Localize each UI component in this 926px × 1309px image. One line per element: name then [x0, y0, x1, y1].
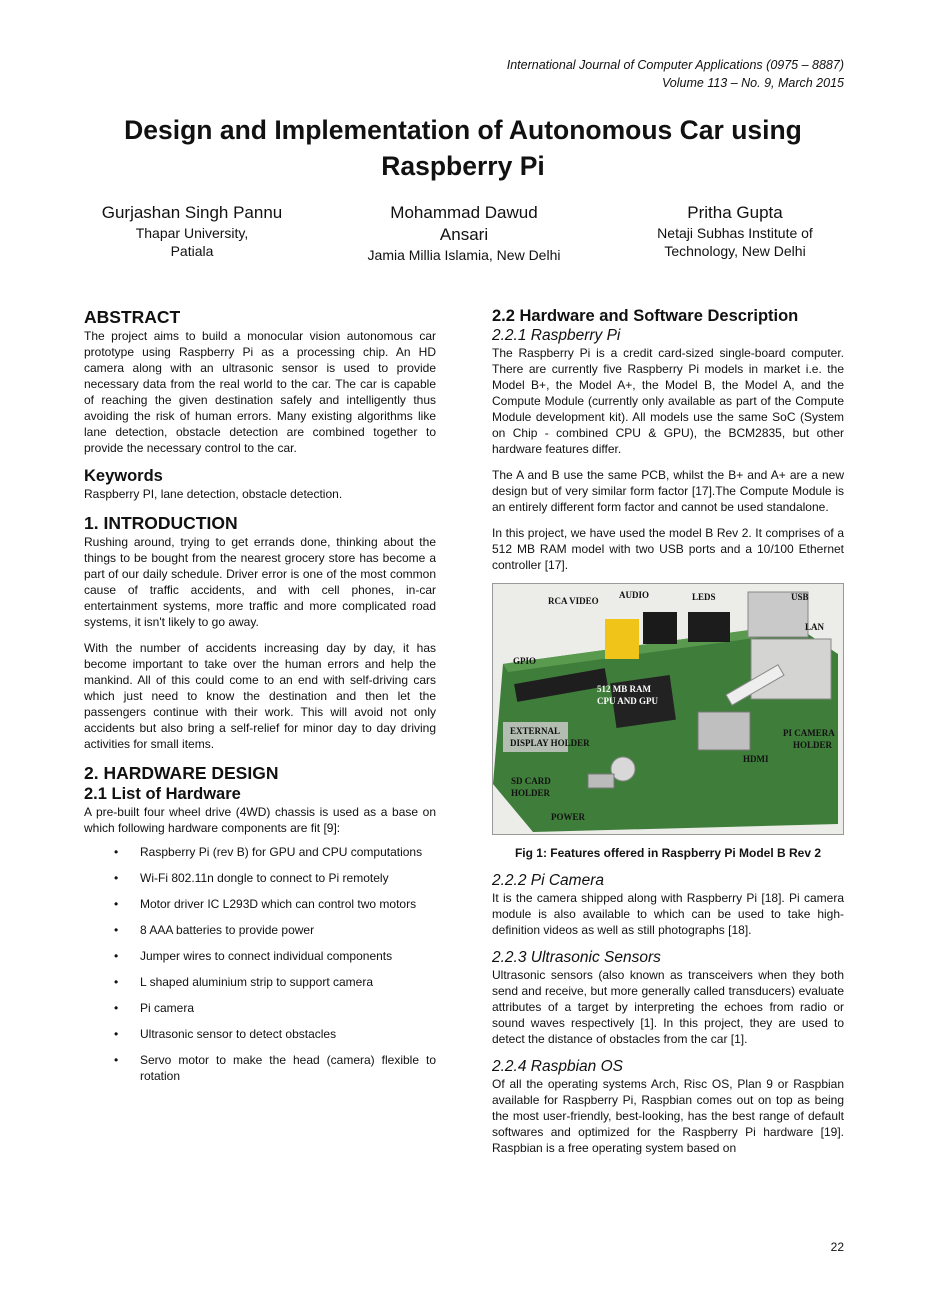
author-name: Pritha Gupta	[687, 203, 783, 222]
figure-caption: Fig 1: Features offered in Raspberry Pi Model B Rev 2	[514, 846, 822, 860]
list-item-text: 8 AAA batteries to provide power	[140, 923, 315, 937]
journal-volume: Volume 113 – No. 9, March 2015	[661, 76, 844, 90]
list-item-text: Pi camera	[140, 1001, 195, 1015]
journal-name: International Journal of Computer Applications (0975 – 8887)	[506, 58, 844, 72]
bullet: •	[114, 1053, 119, 1067]
hardware-list	[84, 844, 436, 1084]
bullet: •	[114, 923, 119, 937]
author-affiliation: Technology, New Delhi	[664, 243, 806, 259]
author-1	[84, 202, 300, 260]
abstract-text: The project aims to build a monocular vision autonomous car prototype using Raspberry Pi as a processing chip. An HD camera along with an ultrasonic sensor is used to provide necessary data from the real world to the car. The car is capable of reaching the given destination safely and intelligently thus avoiding the risk of human errors. Many existing algorithms like lane detection, obstacle detection are combined together to provide the necessary control to the car.	[84, 329, 436, 455]
label-hdmi: HDMI	[743, 754, 769, 764]
bullet: •	[114, 1027, 119, 1041]
label-sd-card-holder: HOLDER	[511, 788, 551, 798]
label-rca-video: RCA VIDEO	[548, 596, 599, 606]
author-name: Mohammad Dawud	[390, 203, 538, 222]
label-external: EXTERNAL	[510, 726, 561, 736]
author-name: Gurjashan Singh Pannu	[101, 203, 283, 222]
rpi-paragraph-2: The A and B use the same PCB, whilst the B+ and A+ are a new design but of very similar form factor [17].The Compute Module is an entirely different form factor and cannot be used standalone.	[492, 468, 844, 514]
author-affiliation: Patiala	[170, 243, 214, 259]
list-item-text: Wi-Fi 802.11n dongle to connect to Pi remotely	[140, 871, 389, 885]
label-power: POWER	[551, 812, 586, 822]
list-item	[84, 922, 436, 938]
list-item	[84, 1052, 436, 1084]
pi-camera-heading: 2.2.2 Pi Camera	[492, 872, 604, 889]
list-item-text: Jumper wires to connect individual components	[140, 949, 393, 963]
page-number: 22	[830, 1240, 844, 1254]
left-column	[84, 306, 436, 1094]
label-lan: LAN	[805, 622, 825, 632]
label-leds: LEDS	[692, 592, 716, 602]
paper-title: Design and Implementation of Autonomous Car using Raspberry Pi	[124, 115, 802, 181]
rpi-heading: 2.2.1 Raspberry Pi	[492, 327, 621, 344]
bullet: •	[114, 845, 119, 859]
list-item-text: Ultrasonic sensor to detect obstacles	[140, 1027, 337, 1041]
hardware-intro: A pre-built four wheel drive (4WD) chassis is used as a base on which following hardware components are fit [9]:	[84, 805, 436, 835]
keywords-heading: Keywords	[84, 467, 163, 485]
list-item	[84, 1000, 436, 1016]
list-item-text: L shaped aluminium strip to support camera	[140, 975, 374, 989]
list-item	[84, 948, 436, 964]
hw-sw-heading: 2.2 Hardware and Software Description	[492, 307, 799, 325]
list-item	[84, 870, 436, 886]
intro-paragraph-1: Rushing around, trying to get errands done, thinking about the things to be bought from the nearest grocery store has become a part of our daily schedule. Driver error is one of the most common cause of traffic accidents, and with cell phones, in-car entertainment systems, more traffic and more complicated road systems, it isn't likely to go away.	[84, 535, 436, 629]
pi-camera-text: It is the camera shipped along with Raspberry Pi [18]. Pi camera module is also available to which can be used to take high-definition videos as well as still photographs [18].	[492, 891, 844, 937]
ultrasonic-heading: 2.2.3 Ultrasonic Sensors	[492, 949, 661, 966]
intro-paragraph-2: With the number of accidents increasing day by day, it has become important to take over the human errors and help the mankind. All of this could come to an end with self-driving cars which just need to know the destination and then let the passengers continue with their work. This will avoid not only accidents but also bring a self-relief for minor day to day driving activities for small items.	[84, 641, 436, 751]
ultrasonic-text: Ultrasonic sensors (also known as transceivers when they both send and receive, but more generally called transducers) evaluate attributes of a target by interpreting the echoes from radio or sound waves respectively [1]. In this project, they are used to detect the distance of obstacles from the car [1].	[492, 968, 844, 1046]
label-audio: AUDIO	[619, 590, 650, 600]
raspberry-pi-figure	[492, 583, 844, 835]
label-ram: 512 MB RAM	[597, 684, 651, 694]
author-affiliation: Thapar University,	[135, 225, 249, 241]
intro-heading: 1. INTRODUCTION	[84, 513, 238, 533]
label-pi-camera-holder: HOLDER	[793, 740, 833, 750]
list-item	[84, 974, 436, 990]
list-item	[84, 896, 436, 912]
list-item-text: Motor driver IC L293D which can control two motors	[140, 897, 417, 911]
bullet: •	[114, 975, 119, 989]
label-sd-card: SD CARD	[511, 776, 551, 786]
list-item	[84, 1026, 436, 1042]
hardware-heading: 2. HARDWARE DESIGN	[84, 763, 279, 783]
keywords-text: Raspberry PI, lane detection, obstacle detection.	[84, 487, 343, 501]
raspbian-heading: 2.2.4 Raspbian OS	[492, 1058, 623, 1075]
list-item-text: Raspberry Pi (rev B) for GPU and CPU computations	[140, 845, 423, 859]
label-cpu-gpu: CPU AND GPU	[597, 696, 658, 706]
label-display-holder: DISPLAY HOLDER	[510, 738, 590, 748]
label-usb: USB	[791, 592, 809, 602]
author-name: Ansari	[439, 225, 489, 244]
bullet: •	[114, 897, 119, 911]
author-affiliation: Netaji Subhas Institute of	[657, 225, 813, 241]
list-item-text: Servo motor to make the head (camera) flexible to rotation	[140, 1053, 436, 1083]
list-item	[84, 844, 436, 860]
author-3	[626, 202, 844, 260]
bullet: •	[114, 871, 119, 885]
right-column	[492, 306, 844, 1156]
journal-header	[507, 56, 844, 92]
bullet: •	[114, 949, 119, 963]
label-gpio: GPIO	[513, 656, 537, 666]
raspbian-text: Of all the operating systems Arch, Risc OS, Plan 9 or Raspbian available for Raspberry Pi, Raspbian comes out on top as being the most user-friendly, best-looking, has the best range of default softwares and optimized for the Raspberry Pi hardware [19]. Raspbian is a free operating system based on	[492, 1077, 844, 1155]
hardware-list-heading: 2.1 List of Hardware	[84, 785, 241, 803]
author-affiliation: Jamia Millia Islamia, New Delhi	[367, 247, 561, 263]
author-2	[346, 202, 582, 264]
label-pi-camera: PI CAMERA	[783, 728, 835, 738]
bullet: •	[114, 1001, 119, 1015]
abstract-heading: ABSTRACT	[84, 307, 181, 327]
rpi-paragraph-3: In this project, we have used the model B Rev 2. It comprises of a 512 MB RAM model with two USB ports and a 10/100 Ethernet controller [17].	[492, 526, 844, 572]
rpi-paragraph-1: The Raspberry Pi is a credit card-sized single-board computer. There are currently five Raspberry Pi models in market i.e. the Model B+, the Model A+, the Model B, the Model A, and the Compute Module (currently only available as part of the Compute Module development kit). All models use the same SoC (System on Chip - combined CPU & GPU), the BCM2835, but other hardware features differ.	[492, 346, 844, 456]
